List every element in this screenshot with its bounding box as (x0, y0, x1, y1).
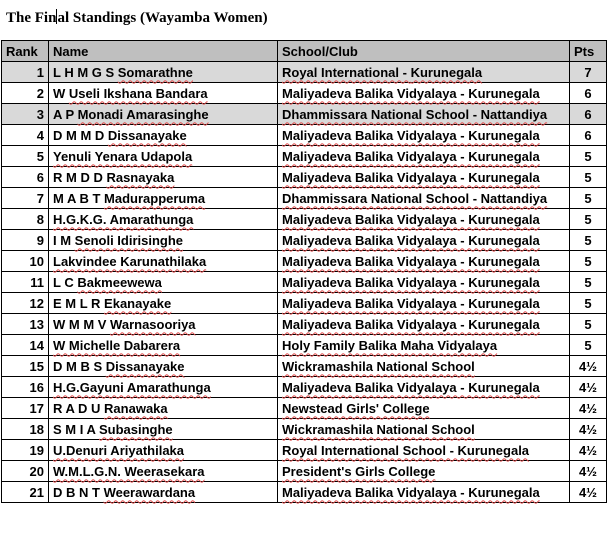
school-cell (278, 419, 570, 440)
table-row (2, 461, 607, 482)
name-main: U.Denuri Ariyathilaka (53, 442, 185, 458)
table-row (2, 167, 607, 188)
school-cell (278, 377, 570, 398)
rank-cell: 19 (2, 440, 49, 461)
rank-cell: 17 (2, 398, 49, 419)
name-prefix: L H M G S (53, 64, 118, 80)
table-row (2, 230, 607, 251)
pts-cell: 4½ (570, 419, 607, 440)
pts-cell: 5 (570, 230, 607, 251)
rank-cell: 13 (2, 314, 49, 335)
name-cell (49, 335, 278, 356)
school-part-b: Maliyadeva Balika Vidyalaya - Kurunegala (282, 295, 540, 311)
title-end: al Standings (Wayamba Women) (57, 10, 268, 26)
name-prefix: M A B T (53, 190, 105, 206)
pts-cell: 5 (570, 293, 607, 314)
pts-cell: 4½ (570, 377, 607, 398)
school-part-a: Royal International - (282, 64, 411, 80)
school-cell (278, 461, 570, 482)
name-main: Weerawardana (103, 484, 196, 500)
standings-table (1, 40, 607, 503)
name-cell (49, 419, 278, 440)
school-part-b: Wickramashila National School (282, 421, 475, 437)
table-row (2, 356, 607, 377)
pts-cell: 6 (570, 83, 607, 104)
table-row (2, 146, 607, 167)
name-main: Ekanayake (104, 295, 172, 311)
table-row (2, 251, 607, 272)
school-cell (278, 314, 570, 335)
table-row (2, 104, 607, 125)
school-part-b: Maliyadeva Balika Vidyalaya - Kurunegala (282, 253, 540, 269)
school-cell (278, 482, 570, 503)
pts-cell: 5 (570, 167, 607, 188)
table-body (2, 62, 607, 503)
name-cell (49, 146, 278, 167)
name-main: Ranawaka (104, 400, 168, 416)
school-part-b: Maliyadeva Balika Vidyalaya - Kurunegala (282, 379, 540, 395)
table-row (2, 482, 607, 503)
rank-cell: 7 (2, 188, 49, 209)
header-rank: Rank (2, 41, 49, 62)
school-part-b: Dhammissara National School - Nattandiya (282, 190, 548, 206)
school-part-b: Maliyadeva Balika Vidyalaya - Kurunegala (282, 85, 540, 101)
rank-cell: 21 (2, 482, 49, 503)
rank-cell: 4 (2, 125, 49, 146)
rank-cell: 3 (2, 104, 49, 125)
name-prefix: D M M D (53, 127, 108, 143)
name-cell (49, 314, 278, 335)
rank-cell: 8 (2, 209, 49, 230)
school-cell (278, 293, 570, 314)
document-title (6, 9, 268, 27)
name-main: Dissanayake (107, 127, 187, 143)
name-main: Useli Ikshana Bandara (68, 85, 208, 101)
school-part-b: Maliyadeva Balika Vidyalaya - Kurunegala (282, 316, 540, 332)
rank-cell: 14 (2, 335, 49, 356)
pts-cell: 4½ (570, 482, 607, 503)
table-row (2, 314, 607, 335)
pts-cell: 4½ (570, 440, 607, 461)
pts-cell: 4½ (570, 461, 607, 482)
name-cell (49, 167, 278, 188)
school-part-b: Dhammissara National School - Nattandiya (282, 106, 548, 122)
table-row (2, 440, 607, 461)
pts-cell: 5 (570, 272, 607, 293)
name-cell (49, 83, 278, 104)
name-cell (49, 272, 278, 293)
pts-cell: 6 (570, 125, 607, 146)
name-main: Madurapperuma (104, 190, 206, 206)
name-prefix: L C (53, 274, 78, 290)
school-cell (278, 167, 570, 188)
school-part-b: Maliyadeva Balika Vidyalaya - Kurunegala (282, 484, 540, 500)
name-main: Dissanayake (105, 358, 185, 374)
school-part-b: Maliyadeva Balika Vidyalaya - Kurunegala (282, 232, 540, 248)
name-main: H.G.K.G. Amarathunga (53, 211, 194, 227)
pts-cell: 6 (570, 104, 607, 125)
rank-cell: 12 (2, 293, 49, 314)
school-cell (278, 104, 570, 125)
name-prefix: A P (53, 106, 78, 122)
pts-cell: 4½ (570, 398, 607, 419)
school-part-b: Maliyadeva Balika Vidyalaya - Kurunegala (282, 274, 540, 290)
school-cell (278, 335, 570, 356)
name-prefix: W M M V (53, 316, 111, 332)
header-pts: Pts (570, 41, 607, 62)
name-prefix: E M L R (53, 295, 105, 311)
school-cell (278, 209, 570, 230)
pts-cell: 5 (570, 188, 607, 209)
table-header-row (2, 41, 607, 62)
pts-cell: 7 (570, 62, 607, 83)
table-row (2, 62, 607, 83)
table-row (2, 398, 607, 419)
pts-cell: 5 (570, 335, 607, 356)
name-prefix: I M (53, 232, 75, 248)
rank-cell: 16 (2, 377, 49, 398)
name-cell (49, 104, 278, 125)
name-cell (49, 482, 278, 503)
school-cell (278, 188, 570, 209)
rank-cell: 2 (2, 83, 49, 104)
table-row (2, 272, 607, 293)
rank-cell: 9 (2, 230, 49, 251)
pts-cell: 5 (570, 251, 607, 272)
table-row (2, 125, 607, 146)
name-prefix: W (53, 85, 69, 101)
rank-cell: 20 (2, 461, 49, 482)
name-main: W Michelle Dabarera (53, 337, 181, 353)
school-cell (278, 356, 570, 377)
school-cell (278, 272, 570, 293)
table-row (2, 83, 607, 104)
pts-cell: 5 (570, 314, 607, 335)
name-cell (49, 251, 278, 272)
name-main: Lakvindee Karunathilaka (53, 253, 207, 269)
name-main: W.M.L.G.N. Weerasekara (53, 463, 205, 479)
rank-cell: 6 (2, 167, 49, 188)
name-main: Warnasooriya (110, 316, 196, 332)
school-cell (278, 398, 570, 419)
rank-cell: 11 (2, 272, 49, 293)
school-cell (278, 251, 570, 272)
pts-cell: 4½ (570, 356, 607, 377)
name-prefix: D B N T (53, 484, 104, 500)
school-part-b: Maliyadeva Balika Vidyalaya - Kurunegala (282, 211, 540, 227)
name-main: Subasinghe (98, 421, 173, 437)
table-row (2, 188, 607, 209)
name-main: Yenuli Yenara Udapola (53, 148, 193, 164)
table-row (2, 209, 607, 230)
name-main: H.G.Gayuni Amarathunga (53, 379, 211, 395)
school-cell (278, 83, 570, 104)
name-cell (49, 461, 278, 482)
name-prefix: D M B S (53, 358, 106, 374)
pts-cell: 5 (570, 146, 607, 167)
school-cell (278, 125, 570, 146)
name-cell (49, 209, 278, 230)
school-part-b: Royal International School - Kurunegala (282, 442, 530, 458)
school-part-b: Kurunegala (410, 64, 483, 80)
name-cell (49, 440, 278, 461)
table-row (2, 293, 607, 314)
school-cell (278, 62, 570, 83)
school-part-b: Maliyadeva Balika Vidyalaya - Kurunegala (282, 169, 540, 185)
pts-cell: 5 (570, 209, 607, 230)
name-cell (49, 398, 278, 419)
name-cell (49, 125, 278, 146)
rank-cell: 18 (2, 419, 49, 440)
school-part-b: Wickramashila National School (282, 358, 475, 374)
name-main: Bakmeewewa (77, 274, 162, 290)
name-cell (49, 377, 278, 398)
rank-cell: 1 (2, 62, 49, 83)
name-main: Rasnayaka (106, 169, 175, 185)
header-name: Name (49, 41, 278, 62)
school-part-b: President's Girls College (282, 463, 436, 479)
name-main: Monadi Amarasinghe (77, 106, 209, 122)
table-row (2, 377, 607, 398)
table-row (2, 335, 607, 356)
school-part-b: Maliyadeva Balika Vidyalaya - Kurunegala (282, 148, 540, 164)
header-school: School/Club (278, 41, 570, 62)
name-prefix: R A D U (53, 400, 105, 416)
name-prefix: S M I A (53, 421, 99, 437)
school-cell (278, 146, 570, 167)
rank-cell: 5 (2, 146, 49, 167)
school-cell (278, 230, 570, 251)
name-main: Somarathne (117, 64, 193, 80)
school-part-b: Newstead Girls' College (282, 400, 430, 416)
name-cell (49, 62, 278, 83)
name-cell (49, 356, 278, 377)
school-part-b: Maliyadeva Balika Vidyalaya - Kurunegala (282, 127, 540, 143)
name-cell (49, 293, 278, 314)
table-row (2, 419, 607, 440)
school-cell (278, 440, 570, 461)
name-cell (49, 188, 278, 209)
rank-cell: 10 (2, 251, 49, 272)
rank-cell: 15 (2, 356, 49, 377)
name-prefix: R M D D (53, 169, 107, 185)
name-main: Senoli Idirisinghe (74, 232, 184, 248)
school-part-b: Holy Family Balika Maha Vidyalaya (282, 337, 498, 353)
title-start: The Fin (6, 10, 57, 26)
name-cell (49, 230, 278, 251)
